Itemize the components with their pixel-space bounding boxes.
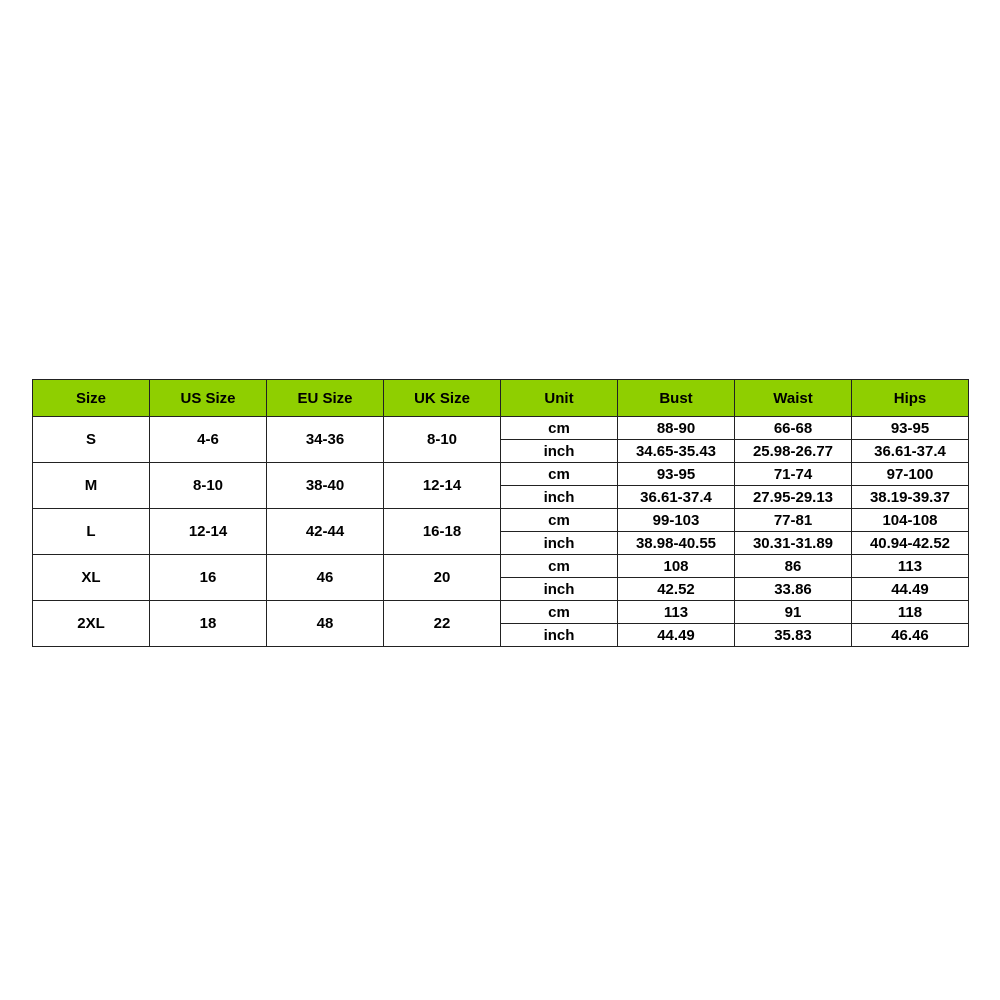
header-uk-size: UK Size xyxy=(384,380,501,417)
us-size-cell: 18 xyxy=(150,601,267,647)
size-cell: L xyxy=(33,509,150,555)
header-waist: Waist xyxy=(735,380,852,417)
hips-cell: 40.94-42.52 xyxy=(852,532,969,555)
unit-cell: cm xyxy=(501,601,618,624)
eu-size-cell: 46 xyxy=(267,555,384,601)
waist-cell: 25.98-26.77 xyxy=(735,440,852,463)
hips-cell: 36.61-37.4 xyxy=(852,440,969,463)
size-cell: S xyxy=(33,417,150,463)
eu-size-cell: 48 xyxy=(267,601,384,647)
uk-size-cell: 22 xyxy=(384,601,501,647)
waist-cell: 35.83 xyxy=(735,624,852,647)
bust-cell: 113 xyxy=(618,601,735,624)
header-size: Size xyxy=(33,380,150,417)
size-cell: 2XL xyxy=(33,601,150,647)
unit-cell: inch xyxy=(501,486,618,509)
header-bust: Bust xyxy=(618,380,735,417)
bust-cell: 99-103 xyxy=(618,509,735,532)
waist-cell: 77-81 xyxy=(735,509,852,532)
waist-cell: 27.95-29.13 xyxy=(735,486,852,509)
waist-cell: 91 xyxy=(735,601,852,624)
uk-size-cell: 8-10 xyxy=(384,417,501,463)
table-row xyxy=(33,601,969,624)
size-table xyxy=(32,379,969,647)
us-size-cell: 8-10 xyxy=(150,463,267,509)
bust-cell: 34.65-35.43 xyxy=(618,440,735,463)
hips-cell: 93-95 xyxy=(852,417,969,440)
waist-cell: 86 xyxy=(735,555,852,578)
us-size-cell: 4-6 xyxy=(150,417,267,463)
hips-cell: 38.19-39.37 xyxy=(852,486,969,509)
bust-cell: 44.49 xyxy=(618,624,735,647)
waist-cell: 30.31-31.89 xyxy=(735,532,852,555)
header-eu-size: EU Size xyxy=(267,380,384,417)
waist-cell: 33.86 xyxy=(735,578,852,601)
size-chart xyxy=(32,379,969,647)
unit-cell: cm xyxy=(501,463,618,486)
hips-cell: 46.46 xyxy=(852,624,969,647)
size-cell: M xyxy=(33,463,150,509)
us-size-cell: 16 xyxy=(150,555,267,601)
uk-size-cell: 12-14 xyxy=(384,463,501,509)
unit-cell: cm xyxy=(501,417,618,440)
hips-cell: 97-100 xyxy=(852,463,969,486)
uk-size-cell: 16-18 xyxy=(384,509,501,555)
unit-cell: cm xyxy=(501,509,618,532)
eu-size-cell: 34-36 xyxy=(267,417,384,463)
unit-cell: inch xyxy=(501,440,618,463)
bust-cell: 93-95 xyxy=(618,463,735,486)
waist-cell: 71-74 xyxy=(735,463,852,486)
unit-cell: inch xyxy=(501,624,618,647)
table-row xyxy=(33,417,969,440)
us-size-cell: 12-14 xyxy=(150,509,267,555)
bust-cell: 38.98-40.55 xyxy=(618,532,735,555)
hips-cell: 113 xyxy=(852,555,969,578)
table-row xyxy=(33,555,969,578)
eu-size-cell: 38-40 xyxy=(267,463,384,509)
hips-cell: 104-108 xyxy=(852,509,969,532)
table-row xyxy=(33,509,969,532)
bust-cell: 36.61-37.4 xyxy=(618,486,735,509)
size-cell: XL xyxy=(33,555,150,601)
header-hips: Hips xyxy=(852,380,969,417)
header-us-size: US Size xyxy=(150,380,267,417)
header-row xyxy=(33,380,969,417)
uk-size-cell: 20 xyxy=(384,555,501,601)
waist-cell: 66-68 xyxy=(735,417,852,440)
eu-size-cell: 42-44 xyxy=(267,509,384,555)
bust-cell: 42.52 xyxy=(618,578,735,601)
header-unit: Unit xyxy=(501,380,618,417)
bust-cell: 108 xyxy=(618,555,735,578)
bust-cell: 88-90 xyxy=(618,417,735,440)
unit-cell: cm xyxy=(501,555,618,578)
hips-cell: 118 xyxy=(852,601,969,624)
unit-cell: inch xyxy=(501,578,618,601)
hips-cell: 44.49 xyxy=(852,578,969,601)
table-row xyxy=(33,463,969,486)
table-body xyxy=(33,417,969,647)
unit-cell: inch xyxy=(501,532,618,555)
table-header xyxy=(33,380,969,417)
